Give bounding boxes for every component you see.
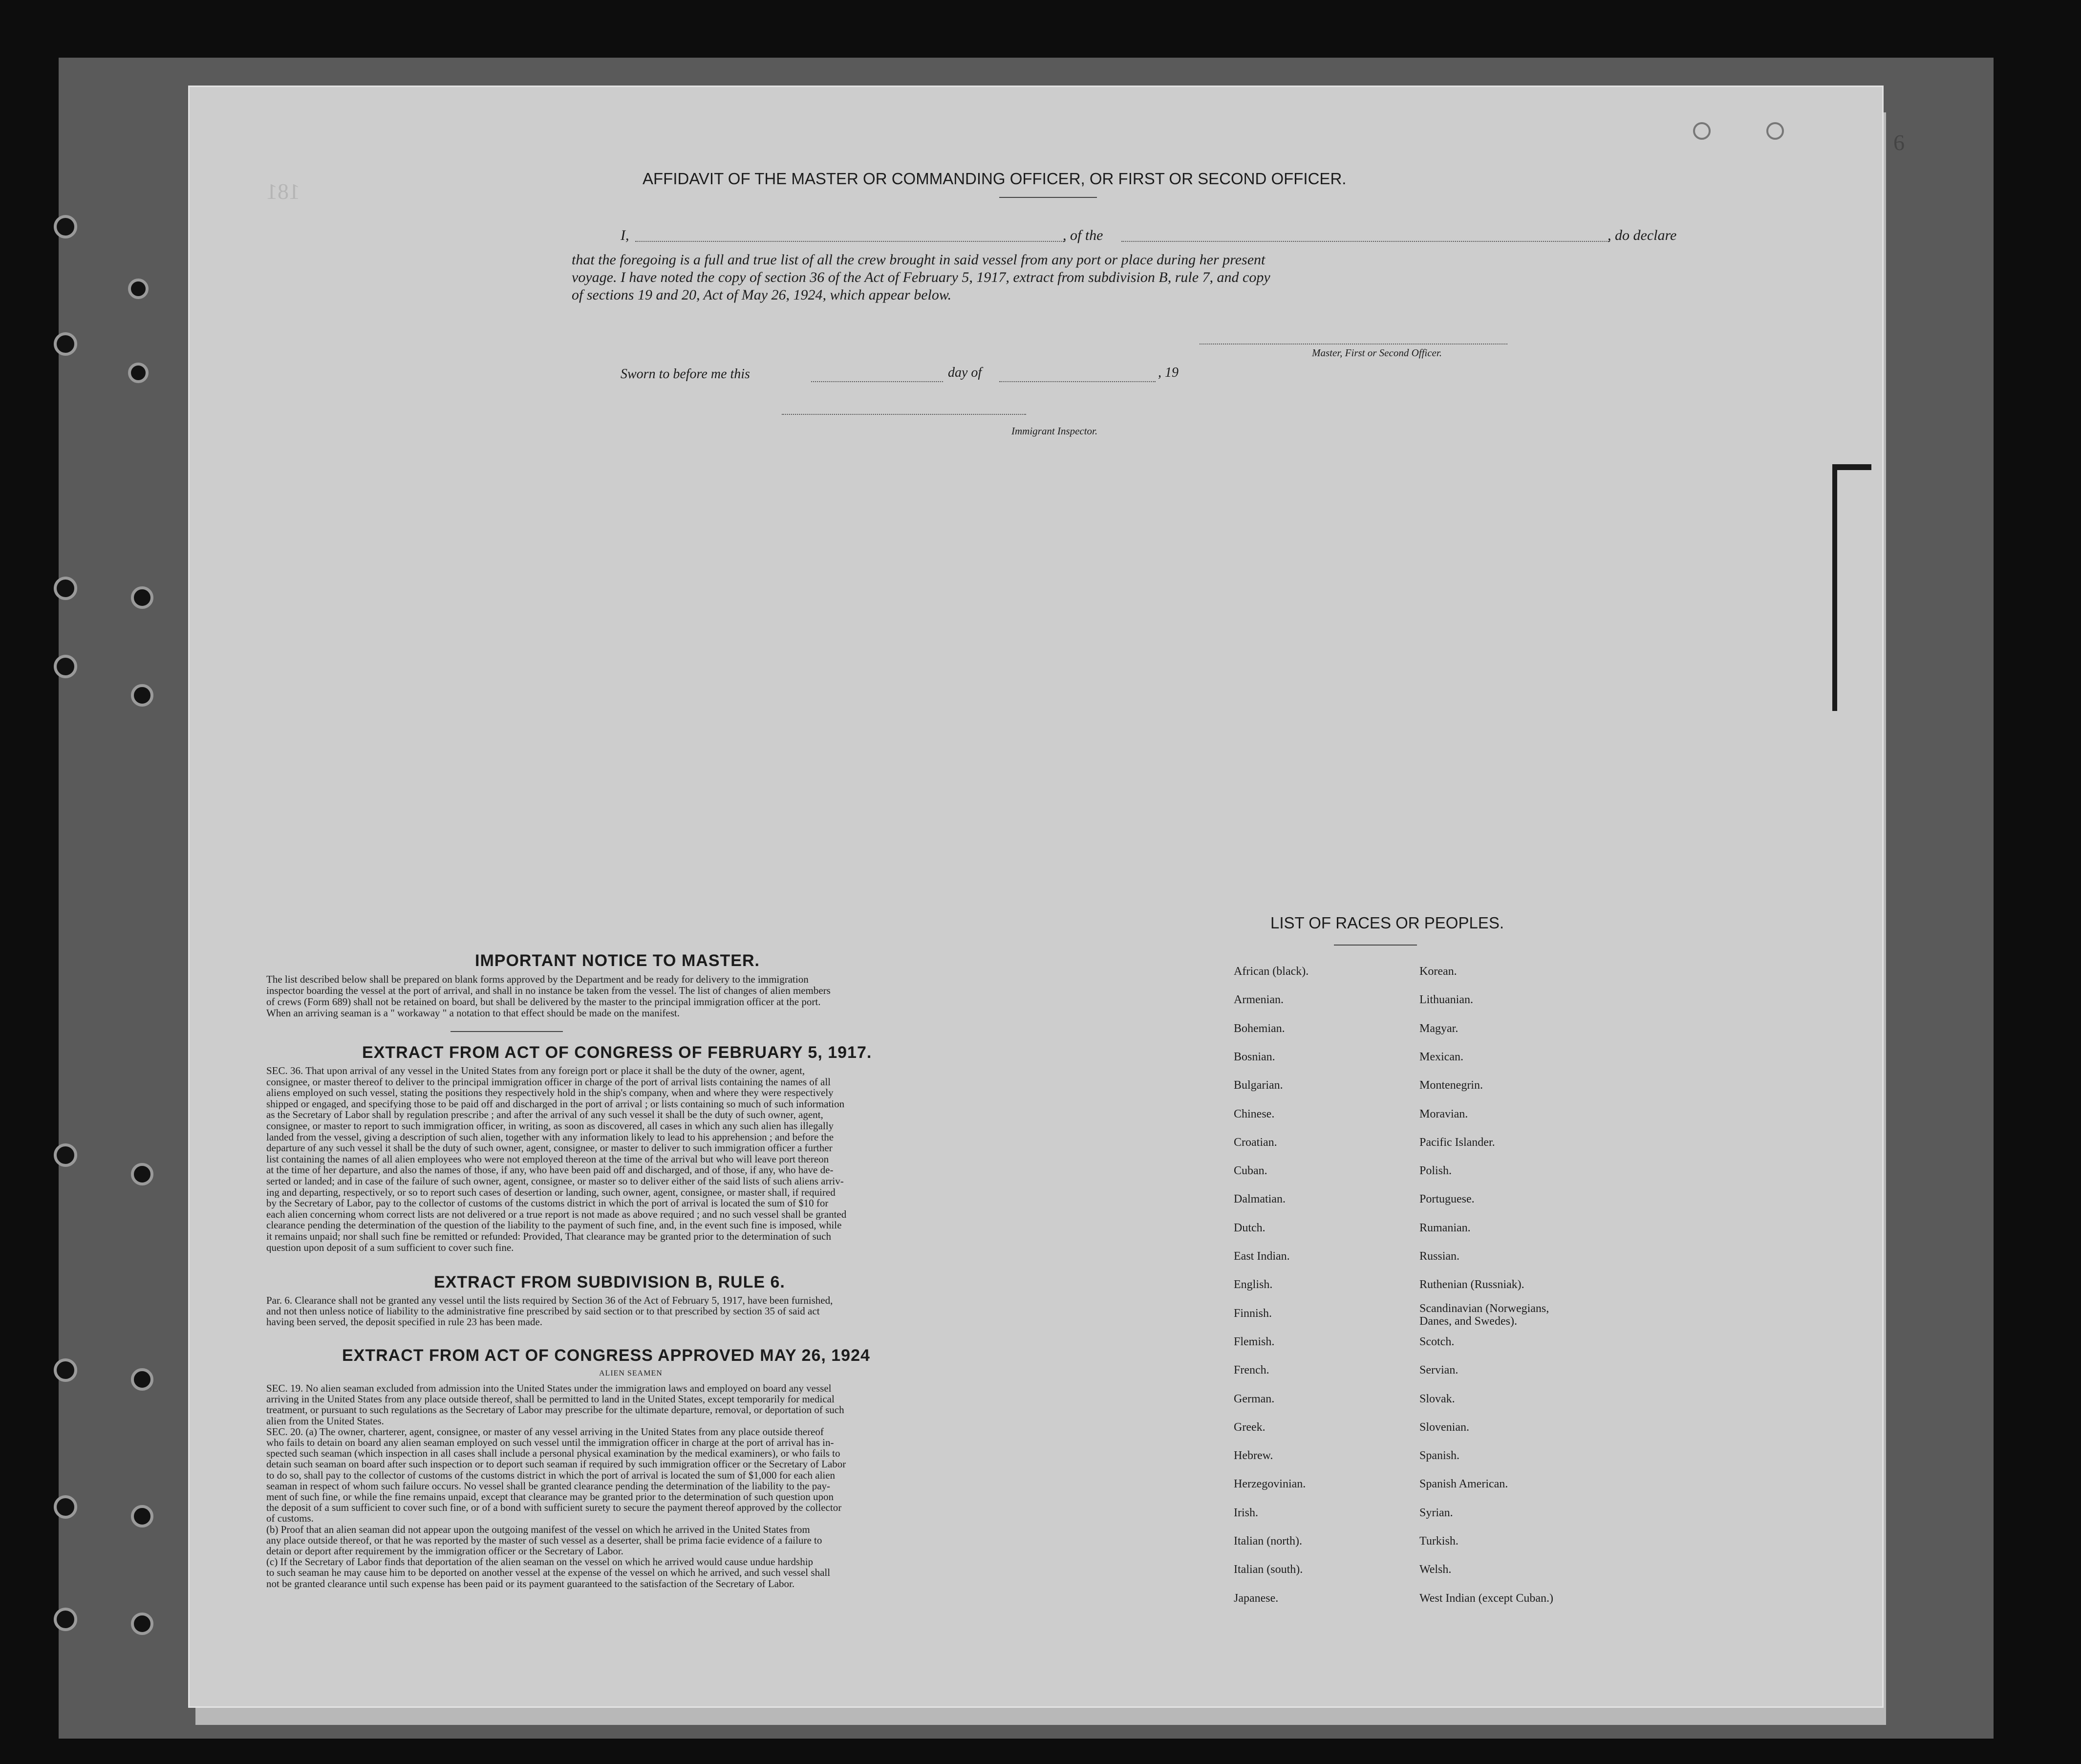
text-line: clearance pending the determination of the question of the liability to the payment of such fine, and, in the event such fine is imposed, while <box>266 1220 841 1231</box>
text-line: departure of any such vessel it shall be the duty of such owner, agent, consignee, or master to deliver to such immigration officer a further <box>266 1142 833 1154</box>
text-line: arriving in the United States from any place outside thereof, shall be permitted to land in the United States, except temporarily for medical <box>266 1394 835 1405</box>
race-item: Syrian. <box>1419 1506 1453 1519</box>
punch-hole <box>54 332 77 356</box>
text-line: SEC. 20. (a) The owner, charterer, agent, consignee, or master of any vessel arriving in the United States from any place outside thereof <box>266 1426 824 1438</box>
text-line: it remains unpaid; nor shall such fine be remitted or refunded: Provided, That clearance may be granted prior to the determination of such <box>266 1230 831 1242</box>
register-ring <box>1766 122 1784 140</box>
extract-1917-body <box>266 1065 1011 1253</box>
bleed-through-number: 181 <box>266 179 300 204</box>
text-line: to do so, shall pay to the collector of customs of the customs district in which the port of arrival is located the sum of $1,000 for each alien <box>266 1469 835 1481</box>
race-item: Greek. <box>1234 1420 1266 1434</box>
race-item: Montenegrin. <box>1419 1079 1483 1092</box>
race-item: Slovak. <box>1419 1392 1455 1405</box>
text-line: SEC. 19. No alien seaman excluded from admission into the United States under the immigration laws and employed on board any vessel <box>266 1383 832 1394</box>
race-item: Moravian. <box>1419 1107 1468 1120</box>
text-line: any place outside thereof, or that he was reported by the master of such vessel as a deserter, shall be prima facie evidence of a failure to <box>266 1534 822 1546</box>
text-line: ment of such fine, or while the fine remains unpaid, except that clearance may be granted prior to the determination of such question upon <box>266 1491 834 1503</box>
race-item: Dutch. <box>1234 1221 1266 1234</box>
sworn-month-line[interactable] <box>999 381 1156 382</box>
punch-hole <box>54 215 77 238</box>
text-line: list containing the names of all alien employees who were not employed thereon at the time of the arrival but who will leave port thereon <box>266 1153 829 1165</box>
text-line: to such seaman he may cause him to be deported on another vessel at the expense of the vessel on which he arrived, and such vessel shall <box>266 1567 830 1578</box>
vessel-name-line[interactable] <box>1121 241 1610 242</box>
race-item: Servian. <box>1419 1364 1459 1377</box>
punch-hole <box>128 279 149 299</box>
sworn-label: Sworn to before me this <box>621 366 750 382</box>
text-line: ing and departing, respectively, or so to report such cases of desertion or landing, such owner, agent, consignee, or master shall, if required <box>266 1186 836 1198</box>
punch-hole <box>131 1368 153 1391</box>
text-line: by the Secretary of Labor, pay to the collector of customs of the customs district in which the port of arrival is located the sum of $10 for <box>266 1198 828 1209</box>
race-item: Cuban. <box>1234 1164 1267 1178</box>
affidavit-line: of sections 19 and 20, Act of May 26, 1924, which appear below. <box>572 287 952 303</box>
extract-1924-title: EXTRACT FROM ACT OF CONGRESS APPROVED MAY 26, 1924 <box>342 1346 870 1365</box>
divider <box>999 197 1097 198</box>
punch-hole <box>131 1505 153 1527</box>
text-line: alien from the United States. <box>266 1415 384 1426</box>
affiant-label: I, <box>621 227 629 243</box>
race-item: Scotch. <box>1419 1335 1455 1348</box>
punch-hole <box>131 1613 153 1635</box>
affidavit-title: AFFIDAVIT OF THE MASTER OR COMMANDING OFFICER, OR FIRST OR SECOND OFFICER. <box>643 170 1347 188</box>
text-line: aliens employed on such vessel, stating the positions they respectively hold in the ship's company, when and where they were respectively <box>266 1087 834 1098</box>
text-line: of customs. <box>266 1513 314 1524</box>
day-of-label: day of <box>948 365 982 380</box>
race-item: Japanese. <box>1234 1592 1279 1605</box>
punch-hole <box>54 655 77 678</box>
punch-hole <box>54 577 77 600</box>
race-item: Finnish. <box>1234 1307 1272 1320</box>
race-item: French. <box>1234 1364 1269 1377</box>
text-line: spected such seaman (which inspection in all cases shall include a personal physical examination by the medical examiners), or who fails to <box>266 1448 840 1459</box>
do-declare-label: , do declare <box>1608 227 1677 243</box>
notice-title: IMPORTANT NOTICE TO MASTER. <box>475 951 760 970</box>
race-item: Scandinavian (Norwegians, Danes, and Swedes). <box>1419 1302 1549 1328</box>
race-item: Slovenian. <box>1419 1420 1469 1434</box>
text-line: at the time of her departure, and also the names of those, if any, who have been paid off and discharged, and of those, if any, who have de- <box>266 1164 833 1176</box>
text-line: shipped or engaged, and specifying those to be paid off and discharged in the port of arrival ; or lists containing so much of such information <box>266 1098 844 1110</box>
affidavit-line: voyage. I have noted the copy of section 36 of the Act of February 5, 1917, extract from subdivision B, rule 7, and copy <box>572 269 1270 285</box>
of-the-label: , of the <box>1063 227 1103 243</box>
race-item: Croatian. <box>1234 1136 1277 1149</box>
text-line: When an arriving seaman is a " workaway " a notation to that effect should be made on the manifest. <box>266 1008 680 1019</box>
race-item: East Indian. <box>1234 1250 1290 1263</box>
race-item: Armenian. <box>1234 993 1284 1007</box>
text-line: of crews (Form 689) shall not be retained on board, but shall be delivered by the master to the principal immigration officer at the port. <box>266 996 820 1008</box>
notice-body <box>266 974 1009 1019</box>
text-line: (c) If the Secretary of Labor finds that deportation of the alien seaman on the vessel on which he arrived would cause undue hardship <box>266 1556 813 1568</box>
text-line: consignee, or master thereof to deliver to the principal immigration officer in charge of the port of arrival lists containing the names of all <box>266 1076 831 1088</box>
text-line: treatment, or pursuant to such regulations as the Secretary of Labor may prescribe for the ultimate departure, removal, or deportation of such <box>266 1404 844 1416</box>
text-line: landed from the vessel, giving a description of such alien, together with any information likely to lead to his apprehension ; and before the <box>266 1131 834 1143</box>
extract-1924-subtitle: ALIEN SEAMEN <box>599 1369 663 1377</box>
race-item: Spanish. <box>1419 1449 1460 1463</box>
inspector-signature-line[interactable] <box>782 414 1026 415</box>
tab-mark <box>1832 467 1837 711</box>
race-item: Bosnian. <box>1234 1050 1275 1063</box>
punch-hole <box>54 1143 77 1167</box>
extract-1917-title: EXTRACT FROM ACT OF CONGRESS OF FEBRUARY 5, 1917. <box>362 1043 872 1062</box>
race-item: Italian (south). <box>1234 1563 1303 1576</box>
divider <box>451 1031 563 1032</box>
text-line: having been served, the deposit specified in rule 23 has been made. <box>266 1316 542 1327</box>
punch-hole <box>131 684 153 707</box>
race-item: Irish. <box>1234 1506 1258 1519</box>
text-line: detain such seaman on board after such inspection or to deport such seaman if required by such immigration officer or the Secretary of Labor <box>266 1459 846 1470</box>
race-item: Polish. <box>1419 1164 1452 1178</box>
race-item: Hebrew. <box>1234 1449 1273 1463</box>
race-item: Korean. <box>1419 965 1457 978</box>
affiant-name-line[interactable] <box>635 241 1065 242</box>
text-line: consignee, or master to report to such immigration officer, in writing, as soon as discovered, all cases in which any such alien has illegally <box>266 1120 834 1132</box>
text-line: not be granted clearance until such expense has been paid or its payment guaranteed to the satisfaction of the Secretary of Labor. <box>266 1578 794 1589</box>
page-number-mark: 6 <box>1893 130 1905 155</box>
race-item: Turkish. <box>1419 1535 1459 1548</box>
race-item: Russian. <box>1419 1250 1460 1263</box>
race-item: Ruthenian (Russniak). <box>1419 1278 1524 1291</box>
race-item: German. <box>1234 1392 1275 1405</box>
text-line: (b) Proof that an alien seaman did not appear upon the outgoing manifest of the vessel on which he arrived in the United States from <box>266 1524 810 1535</box>
race-item: Pacific Islander. <box>1419 1136 1495 1149</box>
text-line: the deposit of a sum sufficient to cover such fine, or of a bond with sufficient surety to secure the payment thereof approved by the collector <box>266 1502 841 1513</box>
subdivision-b-title: EXTRACT FROM SUBDIVISION B, RULE 6. <box>434 1273 785 1291</box>
race-item: Magyar. <box>1419 1022 1459 1035</box>
race-item: English. <box>1234 1278 1273 1291</box>
master-signature-caption: Master, First or Second Officer. <box>1312 347 1442 359</box>
races-title: LIST OF RACES OR PEOPLES. <box>1270 914 1504 932</box>
race-item: Portuguese. <box>1419 1193 1475 1206</box>
text-line: as the Secretary of Labor shall by regulation prescribe ; and after the arrival of any such vessel it shall be the duty of such owner, agent, <box>266 1109 823 1120</box>
text-line: The list described below shall be prepared on blank forms approved by the Department and be ready for delivery to the immigration <box>266 974 809 985</box>
text-line: SEC. 36. That upon arrival of any vessel in the United States from any foreign port or place it shall be the duty of the owner, agent, <box>266 1065 805 1076</box>
race-item: Lithuanian. <box>1419 993 1473 1007</box>
race-item: Chinese. <box>1234 1107 1275 1120</box>
affidavit-line: that the foregoing is a full and true list of all the crew brought in said vessel from any port or place during her present <box>572 252 1266 268</box>
text-line: inspector boarding the vessel at the port of arrival, and shall in no instance be taken from the vessel. The list of changes of alien members <box>266 985 831 996</box>
register-ring <box>1693 122 1711 140</box>
divider <box>1334 945 1417 946</box>
text-line: seaman in respect of whom such failure occurs. No vessel shall be granted clearance pending the determination of the liability to the pay- <box>266 1480 830 1492</box>
race-item: Spanish American. <box>1419 1478 1508 1491</box>
form-sheet <box>188 86 1905 1708</box>
race-item: Flemish. <box>1234 1335 1275 1348</box>
year-label: , 19 <box>1158 365 1179 380</box>
subdivision-b-body <box>266 1295 1011 1327</box>
punch-hole <box>54 1358 77 1382</box>
race-item: Welsh. <box>1419 1563 1452 1576</box>
race-item: Herzegovinian. <box>1234 1478 1306 1491</box>
sworn-day-line[interactable] <box>811 381 943 382</box>
race-item: Bulgarian. <box>1234 1079 1283 1092</box>
text-line: who fails to detain on board any alien seaman employed on such vessel until the immigration officer in charge at the port of arrival has in- <box>266 1437 834 1448</box>
tab-mark <box>1832 464 1871 470</box>
punch-hole <box>131 1163 153 1185</box>
race-item: African (black). <box>1234 965 1309 978</box>
extract-1924-body <box>266 1383 1011 1589</box>
text-line: question upon deposit of a sum sufficient to cover such fine. <box>266 1242 514 1253</box>
race-item: Italian (north). <box>1234 1535 1302 1548</box>
race-item: Dalmatian. <box>1234 1193 1286 1206</box>
race-item: West Indian (except Cuban.) <box>1419 1592 1553 1605</box>
punch-hole <box>54 1608 77 1631</box>
punch-hole <box>131 586 153 609</box>
race-item: Bohemian. <box>1234 1022 1285 1035</box>
punch-hole <box>54 1495 77 1519</box>
text-line: serted or landed; and in case of the failure of such owner, agent, consignee, or master so to deliver either of the said lists of such aliens arriv- <box>266 1175 844 1187</box>
race-item: Rumanian. <box>1419 1221 1471 1234</box>
text-line: Par. 6. Clearance shall not be granted any vessel until the lists required by Section 36 of the Act of February 5, 1917, have been furnished, <box>266 1295 833 1306</box>
race-item: Mexican. <box>1419 1050 1463 1063</box>
text-line: and not then unless notice of liability to the administrative fine prescribed by said section or to that prescribed by section 35 of said act <box>266 1306 820 1316</box>
text-line: detain or deport after requirement by the immigration officer or the Secretary of Labor. <box>266 1546 623 1557</box>
inspector-caption: Immigrant Inspector. <box>1011 425 1098 437</box>
text-line: each alien concerning whom correct lists are not delivered or a true report is not made as above required ; and no such vessel shall be granted <box>266 1208 846 1220</box>
punch-hole <box>128 363 149 383</box>
